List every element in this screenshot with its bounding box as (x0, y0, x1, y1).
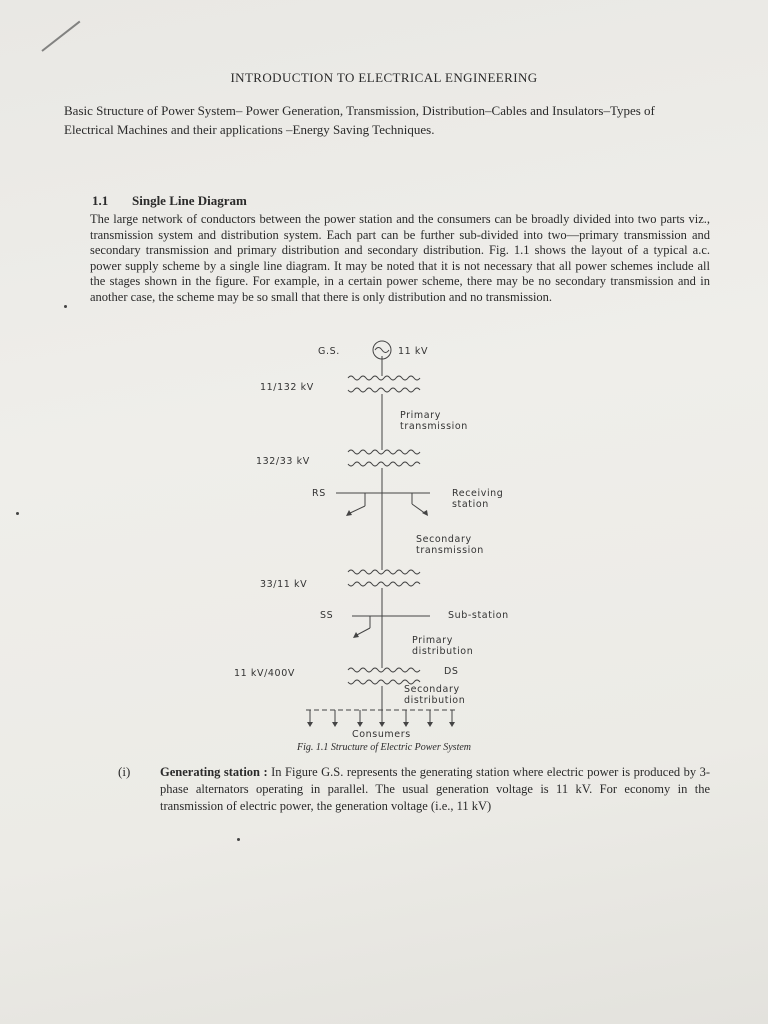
primary-transmission-label-1: Primary (400, 410, 441, 421)
secondary-transmission-label-2: transmission (416, 545, 484, 556)
secondary-distribution-label-1: Secondary (404, 684, 460, 695)
stray-mark (237, 838, 240, 841)
gs-voltage-label: 11 kV (398, 346, 429, 357)
primary-distribution-label-2: distribution (412, 646, 474, 657)
item-heading: Generating station : (160, 765, 268, 779)
syllabus-text: Basic Structure of Power System– Power Generation, Transmission, Distribution–Cables and Insulators–Types of Electrical Machines and their applications –Energy Saving Techniques. (64, 103, 655, 137)
consumer-arrow (332, 722, 338, 727)
single-line-diagram-svg (230, 338, 560, 738)
consumer-arrow (403, 722, 409, 727)
item-number: (i) (118, 764, 131, 779)
consumer-arrow (449, 722, 455, 727)
transformer-4-label: 11 kV/400V (234, 668, 295, 679)
transformer-2-label: 132/33 kV (256, 456, 310, 467)
transformer-2-primary (348, 450, 420, 454)
section-number: 1.1 (92, 193, 109, 208)
transformer-3-label: 33/11 kV (260, 579, 308, 590)
figure-caption: Fig. 1.1 Structure of Electric Power System (296, 742, 472, 753)
stray-mark (16, 512, 19, 515)
secondary-distribution-label-2: distribution (404, 695, 466, 706)
transformer-4-primary (348, 668, 420, 672)
item-body: In Figure G.S. represents the generating station where electric power is produced by 3-phase alternators operating in parallel. The usual generation voltage is 11 kV. For economy in the transmission of electric power, the generation voltage (i.e., 11 kV) (160, 765, 710, 813)
consumers-label: Consumers (352, 729, 411, 738)
gs-label: G.S. (318, 346, 340, 357)
transformer-2-secondary (348, 462, 420, 466)
pen-mark (41, 21, 80, 52)
transformer-3-secondary (348, 582, 420, 586)
secondary-transmission-label-1: Secondary (416, 534, 472, 545)
receiving-station-label-2: station (452, 499, 489, 510)
rs-arrow-right (422, 510, 428, 516)
generator-wave (375, 348, 389, 353)
consumer-arrow (357, 722, 363, 727)
substation-label: Sub-station (448, 610, 509, 621)
transformer-1-primary (348, 376, 420, 380)
receiving-station-label-1: Receiving (452, 488, 504, 499)
item-paragraph (160, 764, 710, 815)
transformer-1-secondary (348, 388, 420, 392)
single-line-diagram (230, 338, 560, 738)
section-title: Single Line Diagram (132, 193, 247, 208)
rs-label: RS (312, 488, 326, 499)
primary-transmission-label-2: transmission (400, 421, 468, 432)
consumer-arrow (307, 722, 313, 727)
ds-label: DS (444, 666, 459, 677)
ss-arrow-left (353, 632, 359, 638)
transformer-1-label: 11/132 kV (260, 382, 314, 393)
stray-mark (64, 305, 67, 308)
consumer-arrow (427, 722, 433, 727)
section-paragraph: The large network of conductors between the power station and the consumers can be broadly divided into two parts viz., transmission system and distribution system. Each part can be further sub-divided into two—primary transmission and secondary transmission and primary distribution and secondary distribution. Fig. 1.1 shows the layout of a typical a.c. power supply scheme by a single line diagram. It may be noted that it is not necessary that all power schemes include all the stages shown in the figure. For example, in a certain power scheme, there may be no secondary transmission and in another case, the scheme may be so small that there is only distribution and no transmission. (90, 212, 710, 304)
primary-distribution-label-1: Primary (412, 635, 453, 646)
consumer-arrow (379, 722, 385, 727)
ss-label: SS (320, 610, 334, 621)
transformer-3-primary (348, 570, 420, 574)
document-title: INTRODUCTION TO ELECTRICAL ENGINEERING (230, 70, 538, 85)
